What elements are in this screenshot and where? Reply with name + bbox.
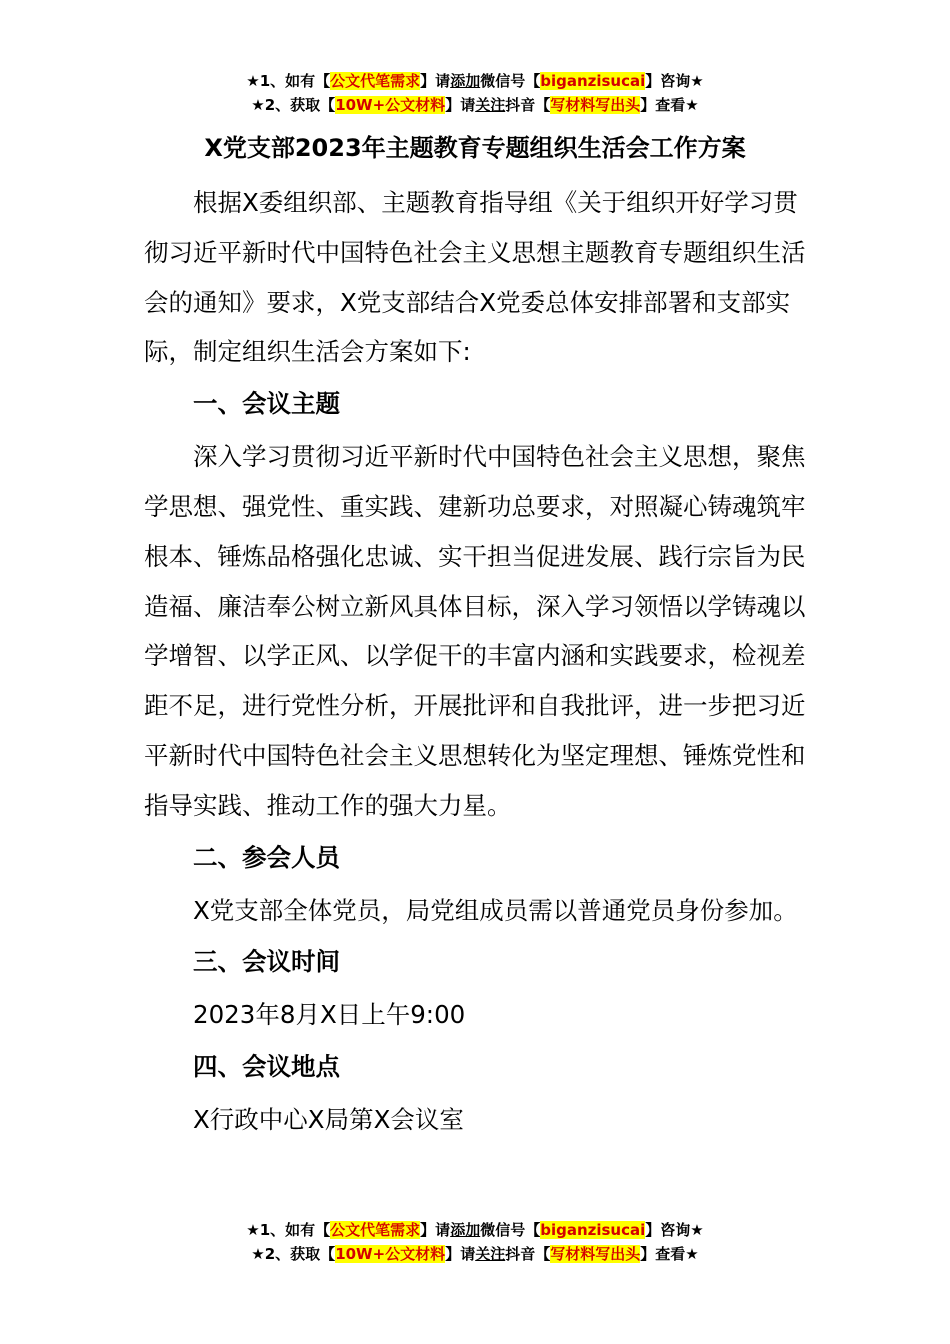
intro-paragraph: 根据X委组织部、主题教育指导组《关于组织开好学习贯彻习近平新时代中国特色社会主义思想主题教育专题组织生活会的通知》要求，X党支部结合X党委总体安排部署和支部实际，制定组织生活会方案如下:	[144, 188, 806, 367]
promo-highlight: 公文代笔需求	[330, 72, 421, 90]
promo-text: 】查看★	[640, 96, 699, 114]
document-title: X党支部2023年主题教育专题组织生活会工作方案	[204, 134, 746, 162]
promo-underline: 关注	[475, 1245, 506, 1263]
section-content-location: X行政中心X局第X会议室	[193, 1105, 464, 1135]
promo-text: 抖音【	[505, 96, 551, 114]
promo-highlight: 10W+公文材料	[335, 1245, 446, 1263]
promo-underline: 添加	[450, 1221, 481, 1239]
promo-text: 】请	[420, 72, 451, 90]
promo-highlight: biganzisucai	[540, 72, 646, 90]
promo-text: 】请	[445, 96, 476, 114]
promo-highlight: 公文代笔需求	[330, 1221, 421, 1239]
section-content-time: 2023年8月X日上午9:00	[193, 1000, 466, 1030]
promo-text: 】请	[445, 1245, 476, 1263]
promo-underline: 添加	[450, 72, 481, 90]
promo-line-2	[0, 1242, 950, 1266]
promo-text: ★2、获取【	[251, 1245, 336, 1263]
promo-text: 微信号【	[480, 72, 541, 90]
promo-text: 】查看★	[640, 1245, 699, 1263]
promo-text: ★1、如有【	[246, 72, 331, 90]
section-heading-time: 三、会议时间	[193, 947, 340, 977]
promo-text: 】咨询★	[645, 1221, 704, 1239]
promo-text: 】咨询★	[645, 72, 704, 90]
section-content-theme: 深入学习贯彻习近平新时代中国特色社会主义思想，聚焦学思想、强党性、重实践、建新功总要求，对照凝心铸魂筑牢根本、锤炼品格强化忠诚、实干担当促进发展、践行宗旨为民造福、廉洁奉公树立新风具体目标，深入学习领悟以学铸魂以学增智、以学正风、以学促干的丰富内涵和实践要求，检视差距不足，进行党性分析，开展批评和自我批评，进一步把习近平新时代中国特色社会主义思想转化为坚定理想、锤炼党性和指导实践、推动工作的强大力星。	[144, 442, 806, 820]
promo-text: 抖音【	[505, 1245, 551, 1263]
promo-highlight: biganzisucai	[540, 1221, 646, 1239]
promo-highlight: 写材料写出头	[550, 96, 641, 114]
bottom-promo-banner	[0, 1218, 950, 1266]
promo-text: 】请	[420, 1221, 451, 1239]
promo-text: ★1、如有【	[246, 1221, 331, 1239]
promo-line-2	[0, 93, 950, 117]
section-content-attendees: X党支部全体党员，局党组成员需以普通党员身份参加。	[193, 895, 798, 925]
top-promo-banner	[0, 69, 950, 117]
promo-text: 微信号【	[480, 1221, 541, 1239]
document-body	[144, 178, 816, 1145]
section-heading-location: 四、会议地点	[193, 1052, 340, 1082]
section-heading-attendees: 二、参会人员	[193, 842, 340, 872]
promo-line-1	[0, 1218, 950, 1242]
promo-highlight: 写材料写出头	[550, 1245, 641, 1263]
promo-line-1	[0, 69, 950, 93]
section-heading-theme: 一、会议主题	[193, 389, 340, 419]
promo-highlight: 10W+公文材料	[335, 96, 446, 114]
promo-text: ★2、获取【	[251, 96, 336, 114]
promo-underline: 关注	[475, 96, 506, 114]
